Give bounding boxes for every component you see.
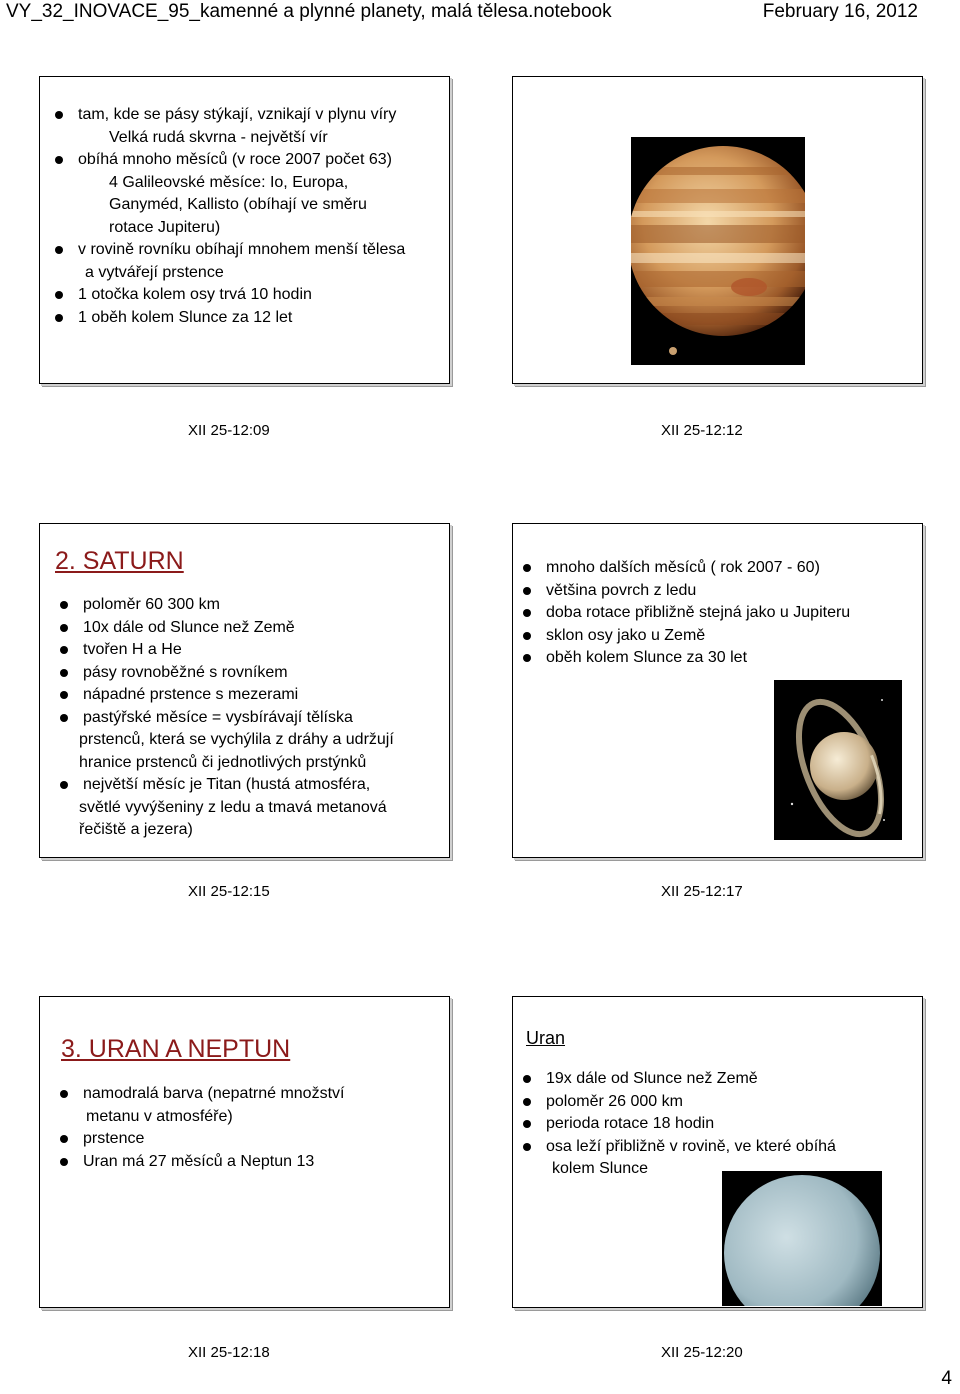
list-item: 4 Galileovské měsíce: Io, Europa, (109, 173, 349, 191)
list-item: světlé vyvýšeniny z ledu a tmavá metanová (79, 798, 387, 816)
timestamp: XII 25-12:18 (188, 1344, 270, 1361)
list-item: Velká rudá skvrna - největší vír (109, 128, 328, 146)
list-item: 19x dále od Slunce než Země (518, 1068, 836, 1091)
timestamp: XII 25-12:12 (661, 422, 743, 439)
bullet-icon (523, 1120, 531, 1128)
list-item: a vytvářejí prstence (85, 263, 224, 281)
saturn-photo (774, 680, 902, 840)
bullet-icon (60, 669, 68, 677)
list-item: největší měsíc je Titan (hustá atmosféra, (55, 774, 394, 797)
list-item: pastýřské měsíce = vysbírávají tělíska (55, 707, 394, 730)
bullet-list (50, 104, 405, 329)
slide-saturn-text[interactable] (39, 523, 450, 858)
document-title: VY_32_INOVACE_95_kamenné a plynné planety, malá tělesa.notebook (6, 1, 612, 22)
bullet-icon (55, 291, 63, 299)
list-item: metanu v atmosféře) (86, 1107, 233, 1125)
bullet-icon (60, 1090, 68, 1098)
bullet-icon (523, 1075, 531, 1083)
list-item: doba rotace přibližně stejná jako u Jupiteru (518, 602, 850, 625)
bullet-icon (60, 714, 68, 722)
list-item: rotace Jupiteru) (109, 218, 221, 236)
bullet-icon (523, 587, 531, 595)
slide-uran-facts[interactable] (512, 996, 923, 1308)
list-item: hranice prstenců či jednotlivých prstýnků (79, 753, 367, 771)
bullet-icon (523, 1098, 531, 1106)
list-item: kolem Slunce (552, 1160, 649, 1177)
list-item: 10x dále od Slunce než Země (55, 617, 394, 640)
slide-jupiter-image[interactable] (512, 76, 923, 384)
list-item: poloměr 26 000 km (518, 1091, 836, 1114)
bullet-icon (523, 564, 531, 572)
timestamp: XII 25-12:17 (661, 883, 743, 900)
list-item: poloměr 60 300 km (55, 594, 394, 617)
bullet-icon (523, 609, 531, 617)
timestamp: XII 25-12:20 (661, 1344, 743, 1361)
list-item: prstenců, která se vychýlila z dráhy a udržují (79, 731, 394, 748)
list-item: 1 otočka kolem osy trvá 10 hodin (50, 284, 405, 307)
list-item: obíhá mnoho měsíců (v roce 2007 počet 63) (50, 149, 405, 172)
slide-saturn-facts[interactable] (512, 523, 923, 858)
list-item: oběh kolem Slunce za 30 let (518, 647, 850, 670)
timestamp: XII 25-12:15 (188, 883, 270, 900)
bullet-icon (60, 646, 68, 654)
bullet-icon (60, 1158, 68, 1166)
list-item: většina povrch z ledu (518, 580, 850, 603)
document-date: February 16, 2012 (762, 1, 918, 22)
list-item: nápadné prstence s mezerami (55, 684, 394, 707)
bullet-icon (55, 111, 63, 119)
bullet-list (518, 1068, 836, 1181)
bullet-icon (55, 246, 63, 254)
list-item: v rovině rovníku obíhají mnohem menší tělesa (50, 239, 405, 262)
list-item: namodralá barva (nepatrné množství (55, 1083, 344, 1106)
bullet-icon (60, 691, 68, 699)
bullet-list (55, 594, 394, 842)
list-item: prstence (55, 1128, 344, 1151)
bullet-icon (55, 156, 63, 164)
list-item: sklon osy jako u Země (518, 625, 850, 648)
bullet-icon (523, 1143, 531, 1151)
bullet-icon (55, 314, 63, 322)
list-item: řečiště a jezera) (79, 821, 193, 838)
list-item: mnoho dalších měsíců ( rok 2007 - 60) (518, 557, 850, 580)
page-number: 4 (941, 1368, 952, 1389)
list-item: perioda rotace 18 hodin (518, 1113, 836, 1136)
slide-uran-neptun-text[interactable] (39, 996, 450, 1308)
bullet-list (518, 557, 850, 670)
list-item: tam, kde se pásy stýkají, vznikají v plynu víry (50, 104, 405, 127)
bullet-icon (60, 1135, 68, 1143)
slide-title: Uran (526, 1028, 566, 1048)
bullet-icon (523, 632, 531, 640)
slide-title: 2. SATURN (55, 547, 184, 575)
bullet-icon (523, 654, 531, 662)
jupiter-photo (631, 137, 805, 365)
bullet-list (55, 1083, 344, 1173)
list-item: 1 oběh kolem Slunce za 12 let (50, 307, 405, 330)
timestamp: XII 25-12:09 (188, 422, 270, 439)
bullet-icon (60, 624, 68, 632)
uranus-photo (722, 1171, 882, 1306)
bullet-icon (60, 781, 68, 789)
slide-jupiter-text[interactable] (39, 76, 450, 384)
list-item: pásy rovnoběžné s rovníkem (55, 662, 394, 685)
bullet-icon (60, 601, 68, 609)
list-item: osa leží přibližně v rovině, ve které obíhá (518, 1136, 836, 1159)
list-item: Uran má 27 měsíců a Neptun 13 (55, 1151, 344, 1174)
list-item: Ganyméd, Kallisto (obíhají ve směru (109, 196, 367, 213)
list-item: tvořen H a He (55, 639, 394, 662)
slide-title: 3. URAN A NEPTUN (61, 1035, 291, 1063)
